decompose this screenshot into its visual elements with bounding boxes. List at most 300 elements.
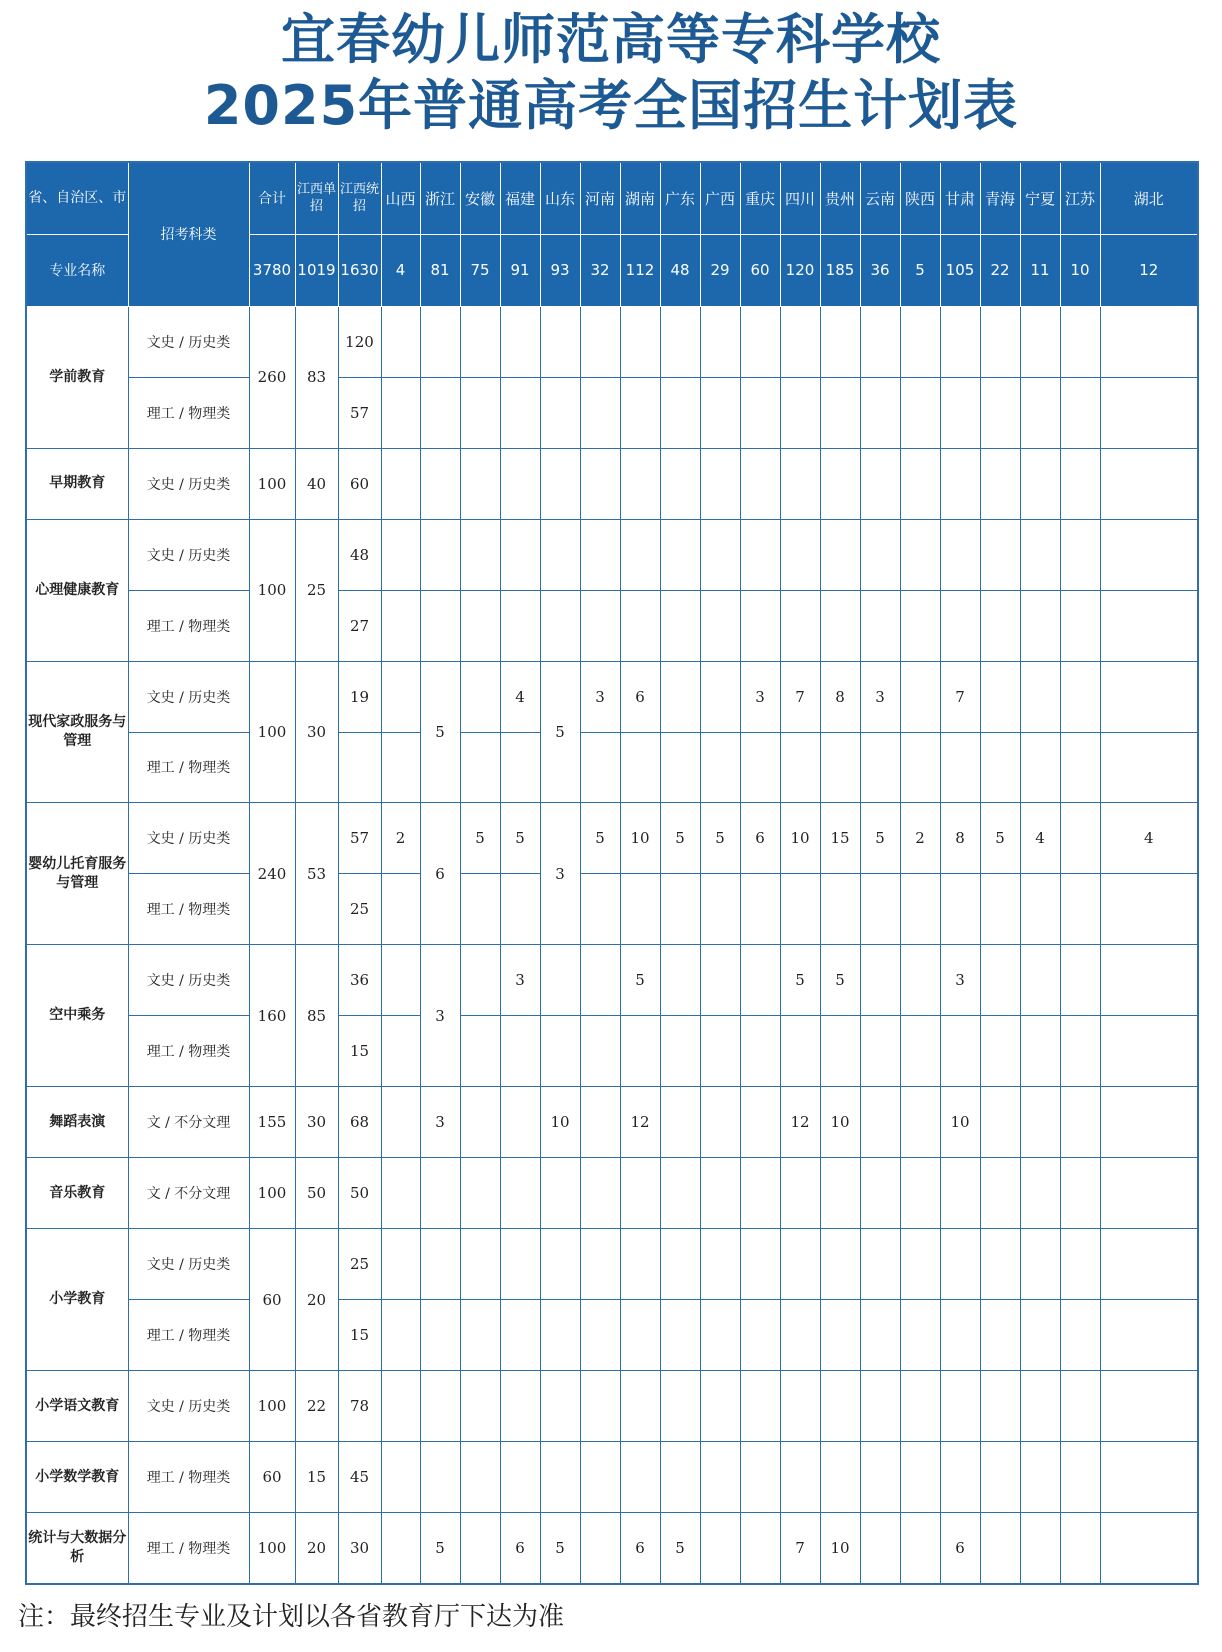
table-row: [26, 874, 1198, 945]
province-quota-cell: [900, 1371, 940, 1442]
province-quota-cell: [1060, 945, 1100, 1016]
province-quota-cell: 5: [420, 661, 460, 803]
province-quota-cell: [381, 732, 420, 803]
jx-unified-quota: 19: [338, 661, 381, 732]
province-quota-cell: [660, 1442, 700, 1513]
province-quota: 105: [940, 234, 980, 306]
province-quota-cell: [1020, 377, 1060, 448]
category-cell: 理工 / 物理类: [128, 1300, 249, 1371]
corner-header-bottom: 专业名称: [26, 234, 128, 306]
province-quota-cell: [940, 874, 980, 945]
province-quota: 29: [700, 234, 740, 306]
province-header: 湖南: [620, 162, 660, 234]
province-quota-cell: [820, 1300, 860, 1371]
province-quota-cell: [820, 1016, 860, 1087]
major-total: 100: [249, 519, 295, 661]
province-quota-cell: [980, 519, 1020, 590]
province-quota-cell: [820, 1229, 860, 1300]
province-quota-cell: 7: [780, 1513, 820, 1584]
province-header: 广西: [700, 162, 740, 234]
province-quota-cell: [580, 874, 620, 945]
province-quota: 11: [1020, 234, 1060, 306]
jx-unified-quota: 48: [338, 519, 381, 590]
province-quota-cell: 4: [1100, 803, 1198, 874]
province-quota-cell: [740, 377, 780, 448]
province-quota-cell: 3: [420, 1087, 460, 1158]
province-quota-cell: [1020, 732, 1060, 803]
province-quota-cell: [940, 1229, 980, 1300]
major-name: 小学数学教育: [26, 1442, 128, 1513]
jx-single-quota: 50: [295, 1158, 338, 1229]
footnote: 注：最终招生专业及计划以各省教育厅下达为准: [18, 1602, 565, 1632]
province-quota-cell: [1060, 1229, 1100, 1300]
province-quota-cell: [580, 1229, 620, 1300]
province-quota: 81: [420, 234, 460, 306]
province-quota-cell: [580, 1300, 620, 1371]
province-quota-cell: [820, 732, 860, 803]
jx-single-quota: 20: [295, 1229, 338, 1371]
province-quota-cell: [580, 448, 620, 519]
province-quota-cell: [900, 519, 940, 590]
province-quota-cell: [660, 377, 700, 448]
province-quota-cell: [1060, 661, 1100, 732]
province-quota-cell: [1100, 1229, 1198, 1300]
province-quota-cell: [580, 1513, 620, 1584]
province-quota-cell: [1100, 1158, 1198, 1229]
province-header: 云南: [860, 162, 900, 234]
province-quota-cell: [860, 874, 900, 945]
province-quota-cell: 10: [820, 1513, 860, 1584]
province-quota-cell: [1100, 1016, 1198, 1087]
province-quota-cell: [540, 945, 580, 1016]
province-quota-cell: [860, 306, 900, 377]
province-quota-cell: 5: [540, 661, 580, 803]
province-header: 广东: [660, 162, 700, 234]
province-quota-cell: [500, 1442, 540, 1513]
province-quota-cell: [500, 874, 540, 945]
province-quota-cell: [420, 519, 460, 590]
province-quota-cell: 10: [780, 803, 820, 874]
province-header: 四川: [780, 162, 820, 234]
province-quota-cell: [780, 1371, 820, 1442]
province-quota-cell: 10: [820, 1087, 860, 1158]
province-quota-cell: [660, 519, 700, 590]
major-name: 小学教育: [26, 1229, 128, 1371]
province-quota-cell: [381, 1087, 420, 1158]
province-quota-cell: [540, 1442, 580, 1513]
total-header: 合计: [249, 162, 295, 234]
province-quota-cell: [980, 1229, 1020, 1300]
major-name: 小学语文教育: [26, 1371, 128, 1442]
province-quota-cell: [860, 1513, 900, 1584]
province-quota-cell: 5: [700, 803, 740, 874]
category-cell: 理工 / 物理类: [128, 874, 249, 945]
province-header: 贵州: [820, 162, 860, 234]
province-quota-cell: 4: [500, 661, 540, 732]
province-quota-cell: [1060, 448, 1100, 519]
province-quota-cell: [500, 1229, 540, 1300]
jx-unified-quota: 36: [338, 945, 381, 1016]
province-quota-cell: 7: [940, 661, 980, 732]
province-quota-cell: [700, 590, 740, 661]
province-quota-cell: [580, 732, 620, 803]
province-quota-cell: [381, 306, 420, 377]
province-quota-cell: [1060, 377, 1100, 448]
province-quota-cell: [460, 732, 500, 803]
province-quota-cell: [620, 732, 660, 803]
province-quota-cell: [420, 1158, 460, 1229]
province-quota-cell: 8: [820, 661, 860, 732]
province-quota-cell: [980, 661, 1020, 732]
province-quota-cell: [620, 448, 660, 519]
province-quota-cell: [1060, 1513, 1100, 1584]
enrollment-plan-table: [25, 161, 1199, 1585]
province-quota-cell: [860, 945, 900, 1016]
province-quota-cell: 12: [780, 1087, 820, 1158]
province-quota-cell: [700, 1300, 740, 1371]
table-row: [26, 661, 1198, 732]
major-name: 统计与大数据分析: [26, 1513, 128, 1584]
province-quota-cell: [381, 1229, 420, 1300]
province-quota-cell: [740, 448, 780, 519]
province-quota-cell: [1060, 1087, 1100, 1158]
province-quota-cell: [1100, 1442, 1198, 1513]
province-quota-cell: [540, 1371, 580, 1442]
jx-single-quota: 83: [295, 306, 338, 448]
major-total: 100: [249, 661, 295, 803]
province-quota-cell: [660, 661, 700, 732]
province-header: 甘肃: [940, 162, 980, 234]
province-quota-cell: [620, 306, 660, 377]
province-quota-cell: [820, 306, 860, 377]
province-quota-cell: 3: [420, 945, 460, 1087]
province-quota-cell: [740, 1371, 780, 1442]
province-quota-cell: [580, 1371, 620, 1442]
province-quota-cell: [860, 1158, 900, 1229]
province-quota-cell: [940, 519, 980, 590]
province-quota-cell: [660, 1371, 700, 1442]
province-quota-cell: [940, 1371, 980, 1442]
province-quota-cell: 8: [940, 803, 980, 874]
major-name: 心理健康教育: [26, 519, 128, 661]
jx-unified-quota: 25: [338, 874, 381, 945]
province-quota-cell: [1100, 945, 1198, 1016]
province-quota-cell: [660, 306, 700, 377]
province-quota-cell: [860, 590, 900, 661]
province-quota-cell: [1060, 590, 1100, 661]
province-quota-cell: [460, 1229, 500, 1300]
province-quota-cell: [860, 448, 900, 519]
province-header: 宁夏: [1020, 162, 1060, 234]
jx-unified-value: 1630: [338, 234, 381, 306]
province-quota-cell: [381, 1371, 420, 1442]
province-quota-cell: 5: [980, 803, 1020, 874]
category-cell: 文史 / 历史类: [128, 1371, 249, 1442]
province-quota-cell: [740, 1442, 780, 1513]
province-quota-cell: [700, 661, 740, 732]
page-title-line-2: 2025年普通高考全国招生计划表: [203, 74, 1019, 137]
province-quota: 93: [540, 234, 580, 306]
province-quota-cell: [381, 448, 420, 519]
province-quota-cell: [900, 1158, 940, 1229]
province-quota-cell: [381, 1158, 420, 1229]
province-quota-cell: [700, 306, 740, 377]
province-quota-cell: [660, 590, 700, 661]
province-quota-cell: [860, 1087, 900, 1158]
province-quota-cell: [700, 732, 740, 803]
province-quota-cell: 4: [1020, 803, 1060, 874]
province-quota-cell: [1020, 945, 1060, 1016]
province-quota-cell: [1020, 1016, 1060, 1087]
province-quota-cell: [780, 874, 820, 945]
province-quota-cell: [780, 519, 820, 590]
province-quota-cell: [780, 377, 820, 448]
province-quota-cell: [660, 1016, 700, 1087]
province-quota-cell: [860, 1016, 900, 1087]
table-row: [26, 1158, 1198, 1229]
jx-single-quota: 20: [295, 1513, 338, 1584]
province-quota-cell: [580, 590, 620, 661]
major-name: 学前教育: [26, 306, 128, 448]
province-quota-cell: [460, 1513, 500, 1584]
province-quota-cell: [1020, 448, 1060, 519]
major-total: 100: [249, 1371, 295, 1442]
province-quota-cell: 12: [620, 1087, 660, 1158]
province-quota: 4: [381, 234, 420, 306]
province-quota-cell: 5: [860, 803, 900, 874]
province-quota-cell: [780, 448, 820, 519]
table-row: [26, 945, 1198, 1016]
province-quota-cell: [940, 1442, 980, 1513]
major-total: 100: [249, 1158, 295, 1229]
major-name: 婴幼儿托育服务与管理: [26, 803, 128, 945]
province-quota-cell: [620, 1442, 660, 1513]
table-row: [26, 448, 1198, 519]
province-quota-cell: [980, 1442, 1020, 1513]
province-quota-cell: [460, 1158, 500, 1229]
province-quota-cell: [980, 306, 1020, 377]
province-quota-cell: [700, 874, 740, 945]
province-quota-cell: [900, 1442, 940, 1513]
province-quota-cell: [900, 1087, 940, 1158]
province-quota-cell: [1100, 1300, 1198, 1371]
province-quota-cell: [460, 306, 500, 377]
province-quota-cell: [700, 377, 740, 448]
province-quota-cell: [381, 1513, 420, 1584]
province-quota-cell: [620, 519, 660, 590]
province-quota-cell: [420, 1371, 460, 1442]
province-quota-cell: [660, 1300, 700, 1371]
province-quota-cell: [940, 590, 980, 661]
province-quota: 10: [1060, 234, 1100, 306]
province-quota-cell: 3: [740, 661, 780, 732]
province-quota-cell: 5: [820, 945, 860, 1016]
province-quota-cell: [420, 448, 460, 519]
province-quota-cell: [1020, 1300, 1060, 1371]
province-quota-cell: 6: [620, 1513, 660, 1584]
province-quota-cell: [980, 1158, 1020, 1229]
province-quota-cell: [900, 590, 940, 661]
province-quota-cell: [900, 306, 940, 377]
province-quota-cell: [1020, 874, 1060, 945]
province-quota-cell: [940, 377, 980, 448]
province-quota-cell: [1060, 306, 1100, 377]
province-quota-cell: [540, 306, 580, 377]
major-total: 60: [249, 1442, 295, 1513]
province-quota-cell: [540, 377, 580, 448]
province-quota-cell: [740, 1300, 780, 1371]
province-quota-cell: 3: [860, 661, 900, 732]
province-quota-cell: 10: [540, 1087, 580, 1158]
province-quota-cell: [740, 519, 780, 590]
province-quota-cell: [740, 874, 780, 945]
province-quota-cell: [940, 1158, 980, 1229]
major-total: 260: [249, 306, 295, 448]
province-header: 湖北: [1100, 162, 1198, 234]
category-cell: 文史 / 历史类: [128, 661, 249, 732]
province-quota-cell: [500, 590, 540, 661]
province-quota: 75: [460, 234, 500, 306]
province-quota-cell: [980, 448, 1020, 519]
province-quota-cell: [420, 377, 460, 448]
province-quota-cell: [1020, 1158, 1060, 1229]
major-total: 160: [249, 945, 295, 1087]
province-header: 江苏: [1060, 162, 1100, 234]
province-quota-cell: [540, 1158, 580, 1229]
province-quota-cell: [700, 1016, 740, 1087]
province-quota-cell: [780, 1442, 820, 1513]
province-quota-cell: [460, 945, 500, 1016]
province-quota-cell: [1100, 661, 1198, 732]
table-row: [26, 1442, 1198, 1513]
province-quota-cell: [780, 1016, 820, 1087]
province-quota-cell: 5: [660, 1513, 700, 1584]
province-quota-cell: [1060, 1442, 1100, 1513]
jx-single-quota: 40: [295, 448, 338, 519]
province-quota-cell: [700, 1442, 740, 1513]
province-quota-cell: [620, 1158, 660, 1229]
province-quota-cell: [620, 590, 660, 661]
category-cell: 文史 / 历史类: [128, 306, 249, 377]
province-quota-cell: [1020, 590, 1060, 661]
category-cell: 理工 / 物理类: [128, 377, 249, 448]
province-quota-cell: [420, 306, 460, 377]
major-name: 早期教育: [26, 448, 128, 519]
province-quota: 60: [740, 234, 780, 306]
province-quota-cell: [460, 874, 500, 945]
province-quota-cell: 6: [500, 1513, 540, 1584]
total-value: 3780: [249, 234, 295, 306]
province-header: 河南: [580, 162, 620, 234]
province-quota-cell: [940, 732, 980, 803]
province-quota-cell: [820, 519, 860, 590]
jx-unified-quota: 68: [338, 1087, 381, 1158]
jx-unified-header: 江西统招: [338, 162, 381, 234]
province-quota-cell: [700, 1371, 740, 1442]
province-quota: 48: [660, 234, 700, 306]
province-quota-cell: [1060, 732, 1100, 803]
province-quota-cell: [980, 1087, 1020, 1158]
province-quota-cell: [1020, 306, 1060, 377]
category-header: 招考科类: [128, 162, 249, 306]
province-quota-cell: [660, 874, 700, 945]
province-quota-cell: [1100, 377, 1198, 448]
province-quota-cell: [900, 945, 940, 1016]
province-quota-cell: [820, 590, 860, 661]
province-quota-cell: [820, 1442, 860, 1513]
province-quota-cell: [940, 1016, 980, 1087]
province-quota-cell: [381, 590, 420, 661]
province-header: 陕西: [900, 162, 940, 234]
province-quota-cell: [860, 1229, 900, 1300]
province-quota-cell: [820, 874, 860, 945]
province-quota-cell: [900, 1016, 940, 1087]
province-quota-cell: 7: [780, 661, 820, 732]
province-quota-cell: [460, 519, 500, 590]
province-quota-cell: [660, 945, 700, 1016]
province-quota-cell: [381, 519, 420, 590]
province-quota-cell: [1020, 1371, 1060, 1442]
jx-unified-quota: 120: [338, 306, 381, 377]
province-quota-cell: [381, 874, 420, 945]
province-quota-cell: [860, 519, 900, 590]
province-quota-cell: [460, 377, 500, 448]
province-quota-cell: [780, 306, 820, 377]
province-quota-cell: 5: [420, 1513, 460, 1584]
province-quota-cell: 3: [940, 945, 980, 1016]
province-quota-cell: 5: [540, 1513, 580, 1584]
province-quota: 22: [980, 234, 1020, 306]
category-cell: 理工 / 物理类: [128, 1016, 249, 1087]
category-cell: 文史 / 历史类: [128, 519, 249, 590]
province-quota-cell: [1100, 732, 1198, 803]
province-quota-cell: [500, 377, 540, 448]
province-quota-cell: [620, 1016, 660, 1087]
province-quota-cell: [420, 590, 460, 661]
province-quota-cell: [700, 1087, 740, 1158]
province-quota-cell: [381, 377, 420, 448]
province-quota-cell: [500, 1087, 540, 1158]
jx-unified-quota: 57: [338, 377, 381, 448]
province-quota-cell: [540, 1229, 580, 1300]
table-row: [26, 519, 1198, 590]
province-quota-cell: [820, 1371, 860, 1442]
province-quota-cell: 10: [620, 803, 660, 874]
province-quota-cell: [420, 1300, 460, 1371]
province-quota-cell: [780, 1158, 820, 1229]
province-quota-cell: [700, 1158, 740, 1229]
province-header: 青海: [980, 162, 1020, 234]
province-quota-cell: [1060, 874, 1100, 945]
province-header: 山西: [381, 162, 420, 234]
province-quota-cell: [780, 590, 820, 661]
jx-unified-quota: 45: [338, 1442, 381, 1513]
province-quota-cell: [820, 448, 860, 519]
province-header: 重庆: [740, 162, 780, 234]
province-quota-cell: 5: [780, 945, 820, 1016]
province-quota-cell: [980, 945, 1020, 1016]
jx-unified-quota: 50: [338, 1158, 381, 1229]
table-row: [26, 1513, 1198, 1584]
jx-unified-quota: 15: [338, 1300, 381, 1371]
jx-single-header: 江西单招: [295, 162, 338, 234]
major-name: 音乐教育: [26, 1158, 128, 1229]
province-quota-cell: [660, 732, 700, 803]
province-quota-cell: [500, 448, 540, 519]
province-quota-cell: [500, 732, 540, 803]
jx-unified-quota: 30: [338, 1513, 381, 1584]
jx-single-quota: 25: [295, 519, 338, 661]
